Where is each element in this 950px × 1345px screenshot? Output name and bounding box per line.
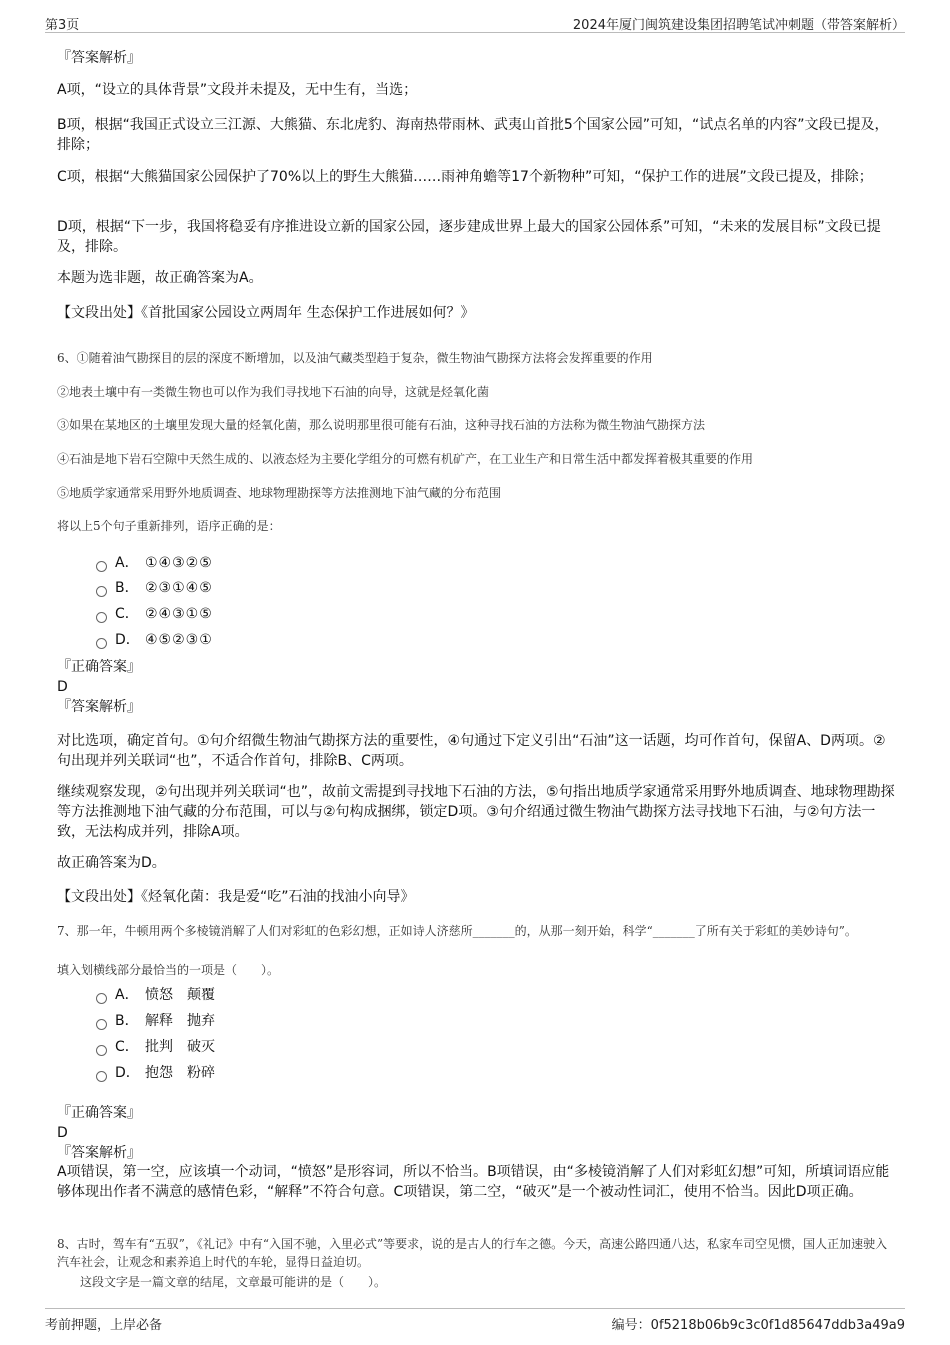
radio-icon[interactable] <box>96 993 107 1004</box>
q5-analysis-label: 『答案解析』 <box>57 50 141 66</box>
q5-analysis-b: B项，根据“我国正式设立三江源、大熊猫、东北虎豹、海南热带雨林、武夷山首批5个国家公园”可知，“试点名单的内容”文段已提及，排除； <box>57 117 889 153</box>
q6-analysis-p2: 继续观察发现，②句出现并列关联词“也”，故前文需提到寻找地下石油的方法，⑤句指出地质学家通常采用野外地质调查、地球物理勘探等方法推测地下油气藏的分布范围，可以与②句构成捆绑，锁定D项。③句介绍通过微生物油气勘探方法寻找地下石油，与②句方法一致，无法构成并列，排除A项。 <box>57 784 895 840</box>
q6-option-c[interactable]: C． ②④③①⑤ <box>96 604 213 624</box>
q6-sentence-5: ⑤地质学家通常采用野外地质调查、地球物理勘探等方法推测地下油气藏的分布范围 <box>57 486 502 500</box>
q7-prompt: 填入划横线部分最恰当的一项是（ ）。 <box>57 963 280 977</box>
q6-source: 【文段出处】《烃氧化菌：我是爱“吃”石油的找油小向导》 <box>57 889 415 905</box>
q7-analysis: A项错误，第一空，应该填一个动词，“愤怒”是形容词，所以不恰当。B项错误，由“多棱镜消解了人们对彩虹幻想”可知，所填词语应能够体现出作者不满意的感情色彩，“解释”不符合句意。C项错误，第二空，“破灭”是一个被动性词汇，使用不恰当。因此D项正确。 <box>57 1164 890 1200</box>
q6-sentence-1: 6、①随着油气勘探目的层的深度不断增加，以及油气藏类型趋于复杂，微生物油气勘探方法将会发挥重要的作用 <box>57 351 653 365</box>
q6-option-d[interactable]: D． ④⑤②③① <box>96 630 213 650</box>
page-footer <box>45 1308 905 1333</box>
q6-sentence-3: ③如果在某地区的土壤里发现大量的烃氧化菌，那么说明那里很可能有石油，这种寻找石油的方法称为微生物油气勘探方法 <box>57 418 706 432</box>
q7-option-c[interactable]: C． 批判 破灭 <box>96 1037 215 1057</box>
q5-analysis-a: A项，“设立的具体背景”文段并未提及，无中生有，当选； <box>57 82 418 98</box>
radio-icon[interactable] <box>96 612 107 623</box>
q7-option-b[interactable]: B． 解释 抛弃 <box>96 1011 215 1031</box>
radio-icon[interactable] <box>96 1045 107 1056</box>
document-code: 编号：0f5218b06b9c3c0f1d85647ddb3a49a9 <box>611 1318 905 1333</box>
q6-sentence-2: ②地表土壤中有一类微生物也可以作为我们寻找地下石油的向导，这就是烃氧化菌 <box>57 385 490 399</box>
q6-option-b[interactable]: B． ②③①④⑤ <box>96 578 213 598</box>
radio-icon[interactable] <box>96 1071 107 1082</box>
radio-icon[interactable] <box>96 1019 107 1030</box>
q7-analysis-label: 『答案解析』 <box>57 1145 141 1161</box>
radio-icon[interactable] <box>96 586 107 597</box>
q8-stem: 8、古时，驾车有“五驭”，《礼记》中有“入国不驰，入里必式”等要求，说的是古人的行车之德。今天，高速公路四通八达，私家车司空见惯，国人正加速驶入汽车社会，让观念和素养追上时代的车轮，显得日益迫切。 <box>57 1237 888 1269</box>
radio-icon[interactable] <box>96 561 107 572</box>
page-number: 第3页 <box>45 18 80 33</box>
q6-conclusion: 故正确答案为D。 <box>57 855 166 871</box>
q5-conclusion: 本题为选非题，故正确答案为A。 <box>57 270 263 286</box>
footer-slogan: 考前押题，上岸必备 <box>45 1318 163 1333</box>
q8-prompt: 这段文字是一篇文章的结尾，文章最可能讲的是（ ）。 <box>80 1275 387 1289</box>
q6-sentence-4: ④石油是地下岩石空隙中天然生成的、以液态烃为主要化学组分的可燃有机矿产，在工业生产和日常生活中都发挥着极其重要的作用 <box>57 452 754 466</box>
q6-analysis-p1: 对比选项，确定首句。①句介绍微生物油气勘探方法的重要性，④句通过下定义引出“石油”这一话题，均可作首句，保留A、D两项。②句出现并列关联词“也”，不适合作首句，排除B、C两项。 <box>57 733 886 769</box>
q6-analysis-label: 『答案解析』 <box>57 699 141 715</box>
q7-answer-label: 『正确答案』 <box>57 1105 141 1121</box>
q6-prompt: 将以上5个句子重新排列，语序正确的是： <box>57 519 281 533</box>
q7-option-a[interactable]: A． 愤怒 颠覆 <box>96 985 215 1005</box>
document-title: 2024年厦门闽筑建设集团招聘笔试冲刺题（带答案解析） <box>572 18 905 33</box>
page-header <box>45 10 905 33</box>
radio-icon[interactable] <box>96 638 107 649</box>
q7-answer: D <box>57 1125 68 1141</box>
q7-option-d[interactable]: D． 抱怨 粉碎 <box>96 1063 215 1083</box>
q5-analysis-d: D项，根据“下一步，我国将稳妥有序推进设立新的国家公园，逐步建成世界上最大的国家公园体系”可知，“未来的发展目标”文段已提及，排除。 <box>57 219 881 255</box>
q6-answer: D <box>57 679 68 695</box>
q5-analysis-c: C项，根据“大熊猫国家公园保护了70%以上的野生大熊猫……雨神角蟾等17个新物种”可知，“保护工作的进展”文段已提及，排除； <box>57 169 873 185</box>
q6-answer-label: 『正确答案』 <box>57 659 141 675</box>
q6-option-a[interactable]: A． ①④③②⑤ <box>96 553 213 573</box>
q7-stem: 7、那一年，牛顿用两个多棱镜消解了人们对彩虹的色彩幻想，正如诗人济慈所_______的，从那一刻开始，科学“_______了所有关于彩虹的美妙诗句”。 <box>57 924 857 938</box>
q5-source: 【文段出处】《首批国家公园设立两周年 生态保护工作进展如何？》 <box>57 305 475 321</box>
